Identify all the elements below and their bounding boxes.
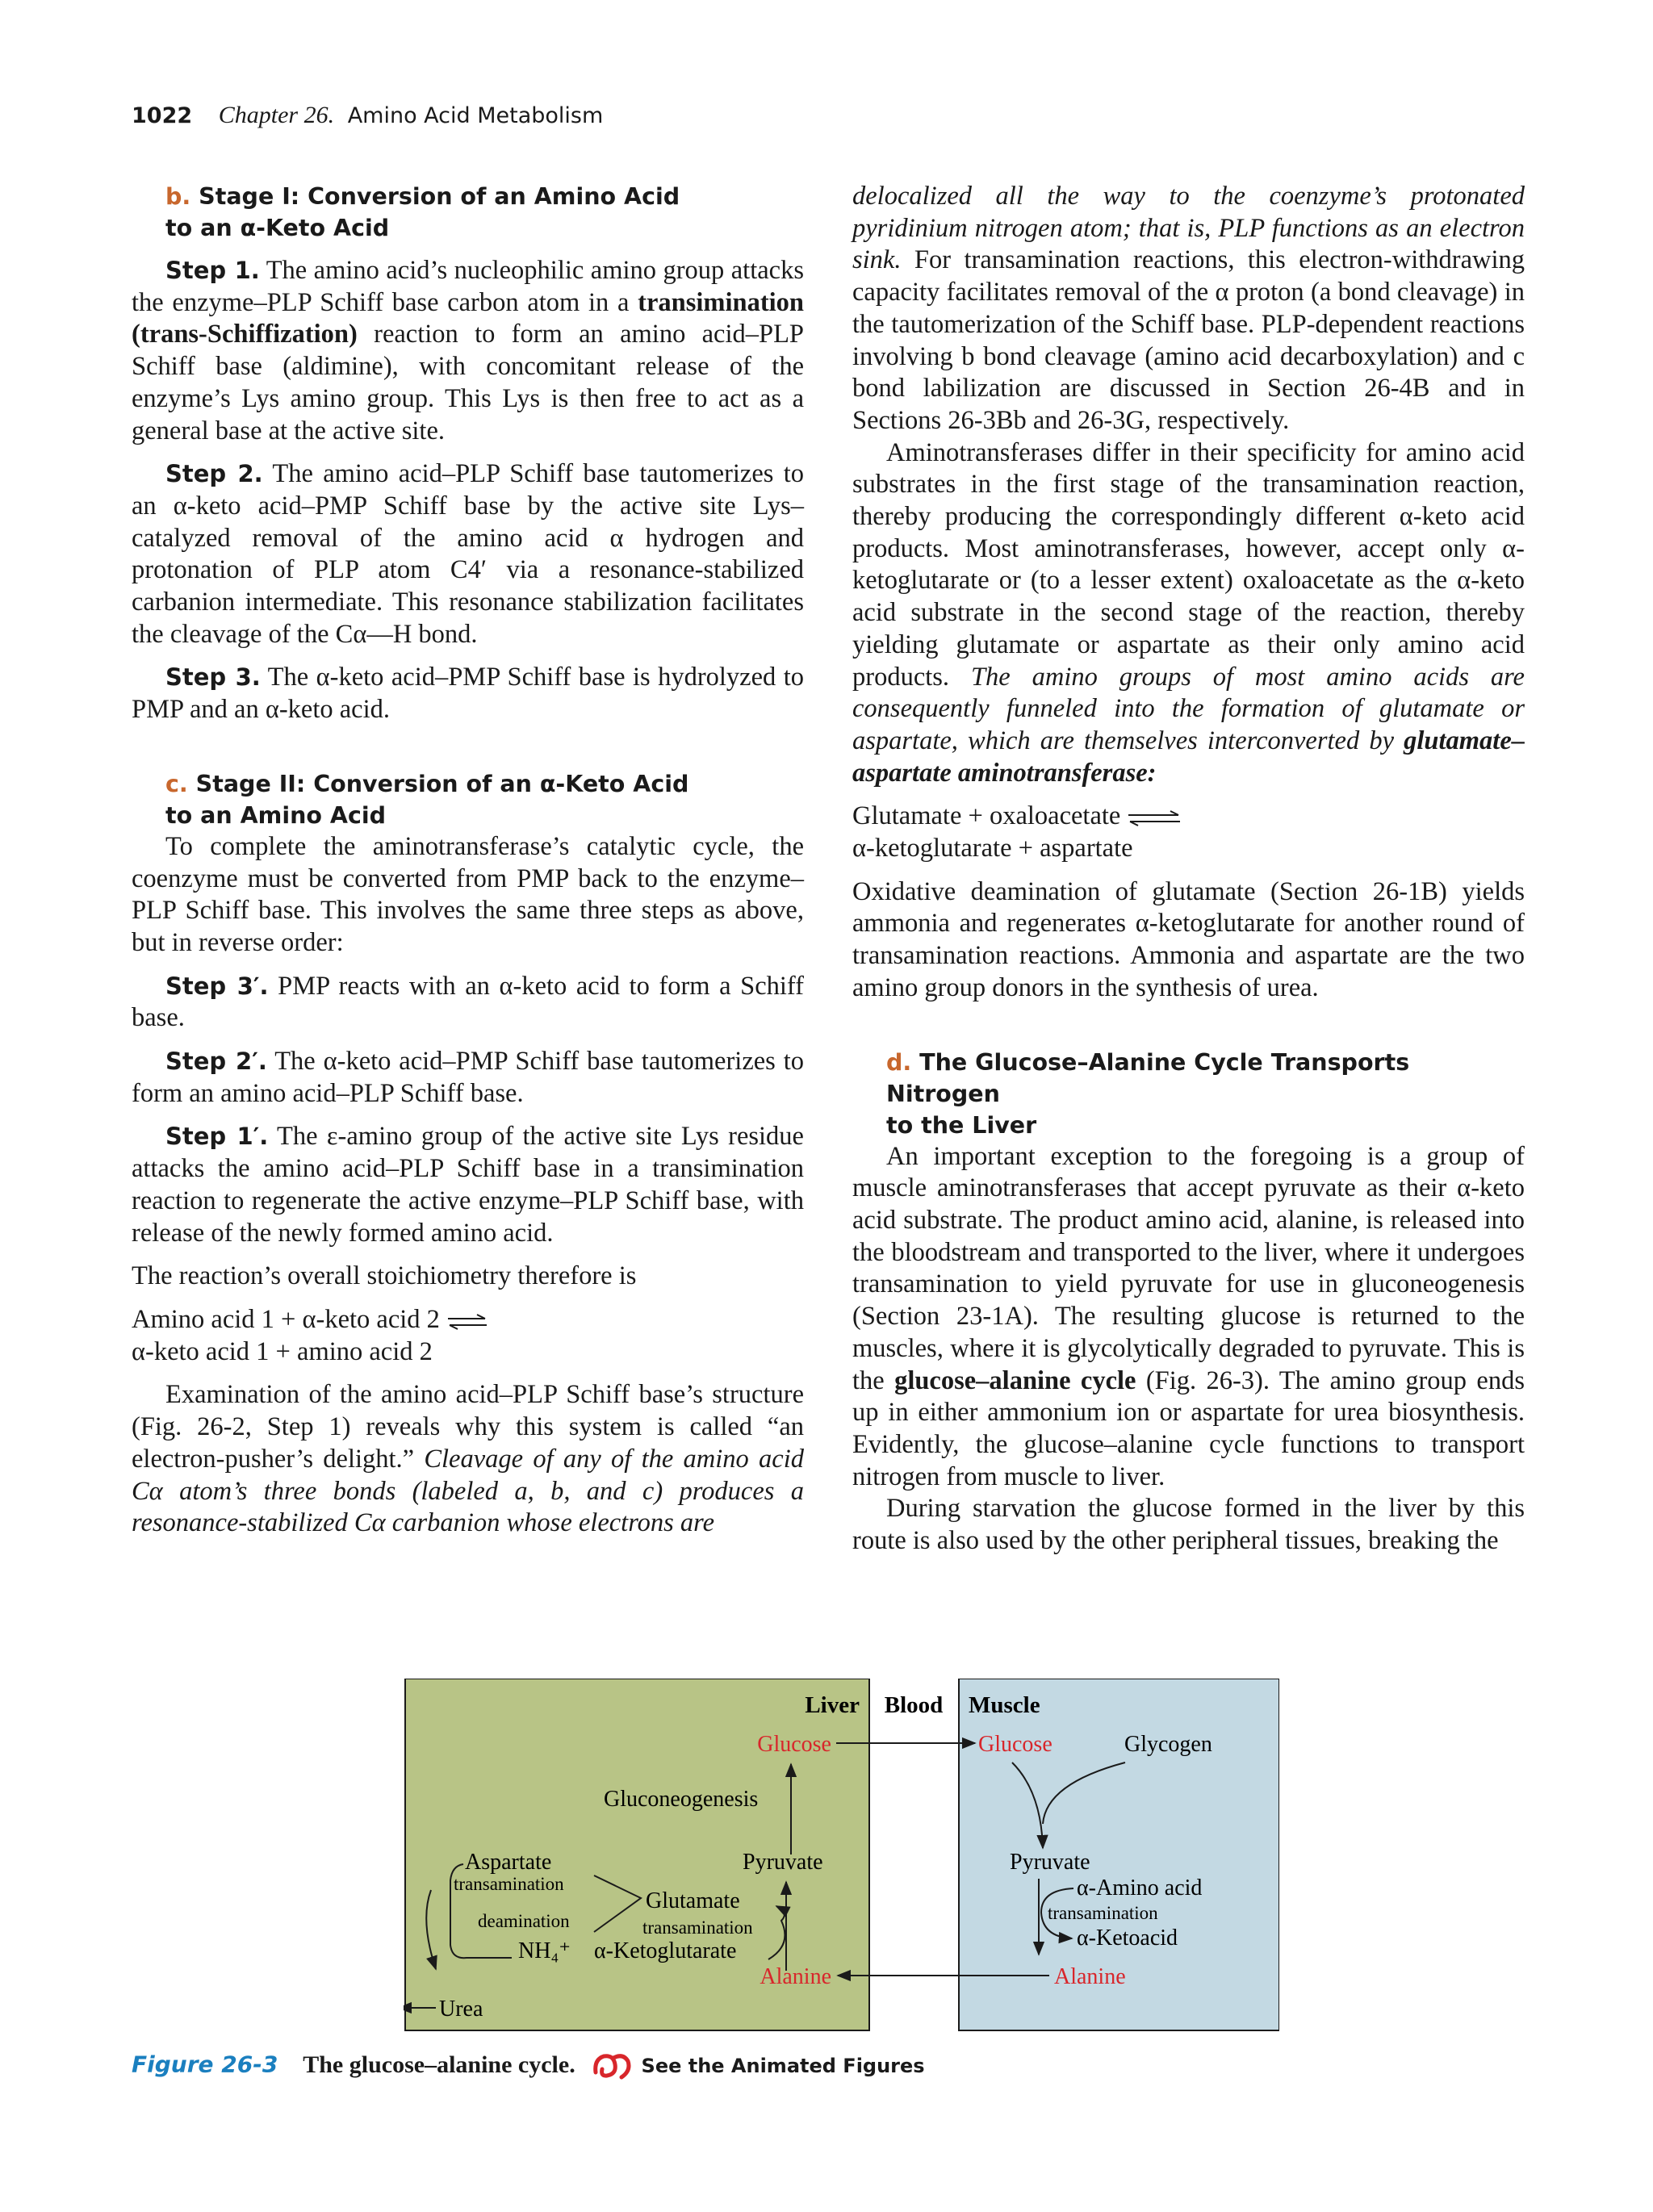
gluconeogenesis-label: Gluconeogenesis — [604, 1787, 759, 1812]
oxidative-deamination-paragraph: Oxidative deamination of glutamate (Section 26-1B) yields ammonia and regenerates α-ketoglutarate for another round of transamination reactions. Ammonia and aspartate are the two amino group donors in the synthesis of urea. — [852, 876, 1525, 1002]
section-heading-c: c. Stage II: Conversion of an α-Keto Acid to an Amino Acid — [165, 770, 689, 829]
chapter-title: Amino Acid Metabolism — [347, 103, 604, 128]
continuation-paragraph: delocalized all the way to the coenzyme’s protonated pyridinium nitrogen atom; that is, PLP functions as an electron sink. For transamination reactions, this electron-withdrawing capacity facilitates removal of the α proton (a bond cleavage) in the tautomerization of the Schiff base. PLP-dependent reactions involving b bond cleavage (amino acid decarboxylation) and c bond labilization are discussed in Section 26-4B and in Sections 26-3Bb and 26-3G, respectively. — [852, 182, 1525, 435]
muscle-label: Muscle — [969, 1692, 1040, 1718]
glutamate: Glutamate — [646, 1888, 740, 1913]
deamination-label: deamination — [478, 1911, 570, 1931]
step3-paragraph: Step 3. The α-keto acid–PMP Schiff base is hydrolyzed to PMP and an α-keto acid. — [132, 663, 804, 725]
page-number: 1022 — [132, 103, 193, 128]
alpha-ketoacid: α-Ketoacid — [1077, 1926, 1178, 1951]
section-heading-d: d. The Glucose–Alanine Cycle Transports Nitrogen to the Liver — [886, 1048, 1410, 1139]
liver-alanine: Alanine — [760, 1964, 831, 1989]
caption-text: The glucose–alanine cycle. — [303, 2051, 575, 2078]
liver-glucose: Glucose — [757, 1732, 831, 1757]
examination-paragraph: Examination of the amino acid–PLP Schiff base’s structure (Fig. 26-2, Step 1) reveals why this system is called “an electron-pusher’s delight.” Cleavage of any of the amino acid Cα atom’s three bonds (labeled a, b, and c) produces a resonance-stabilized Cα carbanion whose electrons are — [132, 1380, 804, 1538]
right-equation-line-2: α-ketoglutarate + aspartate — [852, 834, 1133, 863]
starvation-paragraph: During starvation the glucose formed in the liver by this route is also used by the other peripheral tissues, breaking the — [852, 1494, 1525, 1556]
right-column — [852, 181, 1525, 1558]
animated-figure-icon[interactable] — [592, 2050, 631, 2082]
aminotransferase-paragraph: Aminotransferases differ in their specificity for amino acid substrates in the first stage of the transamination reaction, thereby producing the correspondingly different α-keto acid products. Most aminotransferases, however, accept only α-ketoglutarate or (to a lesser extent) oxaloacetate as the α-keto acid substrate in the second stage of the reaction, thereby yielding glutamate or aspartate as their only amino acid products. The amino groups of most amino acids are consequently funneled into the formation of glutamate or aspartate, which are themselves interconverted by glutamate–aspartate aminotransferase: — [852, 437, 1525, 788]
liver-label: Liver — [805, 1692, 860, 1718]
transamination-label-2: transamination — [642, 1917, 753, 1938]
step2p-paragraph: Step 2′. The α-keto acid–PMP Schiff base tautomerizes to form an amino acid–PLP Schiff base. — [132, 1047, 804, 1108]
glucose-alanine-cycle-diagram — [404, 1679, 1279, 2034]
equation-line-2: α-keto acid 1 + amino acid 2 — [132, 1336, 433, 1366]
transamination-label-1: transamination — [454, 1874, 564, 1894]
equilibrium-arrow-icon — [446, 1314, 488, 1330]
glycogen: Glycogen — [1124, 1732, 1212, 1757]
stoichiometry-intro: The reaction’s overall stoichiometry therefore is — [132, 1261, 637, 1291]
left-column — [132, 181, 804, 1540]
figure-label: Figure 26-3 — [132, 2051, 278, 2078]
blood-label: Blood — [884, 1692, 944, 1718]
running-head — [132, 102, 603, 129]
figure-26-3 — [404, 1679, 1279, 2034]
animated-figures-link[interactable]: See the Animated Figures — [641, 2054, 925, 2077]
figure-caption — [132, 2050, 925, 2082]
ammonium: NH₄⁺ — [518, 1938, 571, 1963]
alpha-amino-acid: α-Amino acid — [1077, 1875, 1203, 1900]
chapter-number: Chapter 26. — [218, 102, 335, 128]
section-heading-b: b. Stage I: Conversion of an Amino Acid to an α-Keto Acid — [165, 183, 680, 241]
step3p-paragraph: Step 3′. PMP reacts with an α-keto acid to form a Schiff base. — [132, 971, 804, 1033]
aspartate: Aspartate — [465, 1850, 552, 1875]
glucose-alanine-paragraph: An important exception to the foregoing is a group of muscle aminotransferases that accept pyruvate as their α-keto acid substrate. The product amino acid, alanine, is released into the bloodstream and transported to the liver, where it undergoes transamination to yield pyruvate for use in gluconeogenesis (Section 23-1A). The resulting glucose is returned to the muscles, where it is glycolytically degraded to pyruvate. This is the glucose–alanine cycle (Fig. 26-3). The amino group ends up in either ammonium ion or aspartate for urea biosynthesis. Evidently, the glucose–alanine cycle functions to transport nitrogen from muscle to liver. — [852, 1141, 1525, 1491]
transamination-label-3: transamination — [1048, 1903, 1158, 1923]
step2-paragraph: Step 2. The amino acid–PLP Schiff base tautomerizes to an α-keto acid–PMP Schiff base by the active site Lys–catalyzed removal of the amino acid α hydrogen and protonation of PLP atom C4′ via a resonance-stabilized carbanion intermediate. This resonance stabilization facilitates the cleavage of the Cα—H bond. — [132, 459, 805, 649]
alpha-ketoglutarate: α-Ketoglutarate — [594, 1938, 737, 1963]
equilibrium-arrow-icon — [1127, 810, 1182, 826]
stage2-paragraph: To complete the aminotransferase’s catalytic cycle, the coenzyme must be converted from PMP back to the enzyme–PLP Schiff base. This involves the same three steps as above, but in reverse order: — [132, 831, 804, 957]
liver-pyruvate: Pyruvate — [743, 1850, 823, 1875]
muscle-pyruvate: Pyruvate — [1010, 1850, 1090, 1875]
urea: Urea — [439, 1997, 483, 2022]
step1-paragraph: Step 1. The amino acid’s nucleophilic amino group attacks the enzyme–PLP Schiff base carbon atom in a transimination (trans-Schiffization) reaction to form an amino acid–PLP Schiff base (aldimine), with concomitant release of the enzyme’s Lys amino group. This Lys is then free to act as a general base at the active site. — [132, 256, 804, 445]
step1p-paragraph: Step 1′. The ε-amino group of the active site Lys residue attacks the amino acid–PLP Schiff base in a transimination reaction to regenerate the active enzyme–PLP Schiff base, with release of the newly formed amino acid. — [132, 1122, 804, 1248]
muscle-glucose: Glucose — [978, 1732, 1052, 1757]
muscle-alanine: Alanine — [1054, 1964, 1126, 1989]
equation-line-1: Amino acid 1 + α-keto acid 2 — [132, 1304, 804, 1336]
right-equation-line-1: Glutamate + oxaloacetate — [852, 801, 1525, 833]
